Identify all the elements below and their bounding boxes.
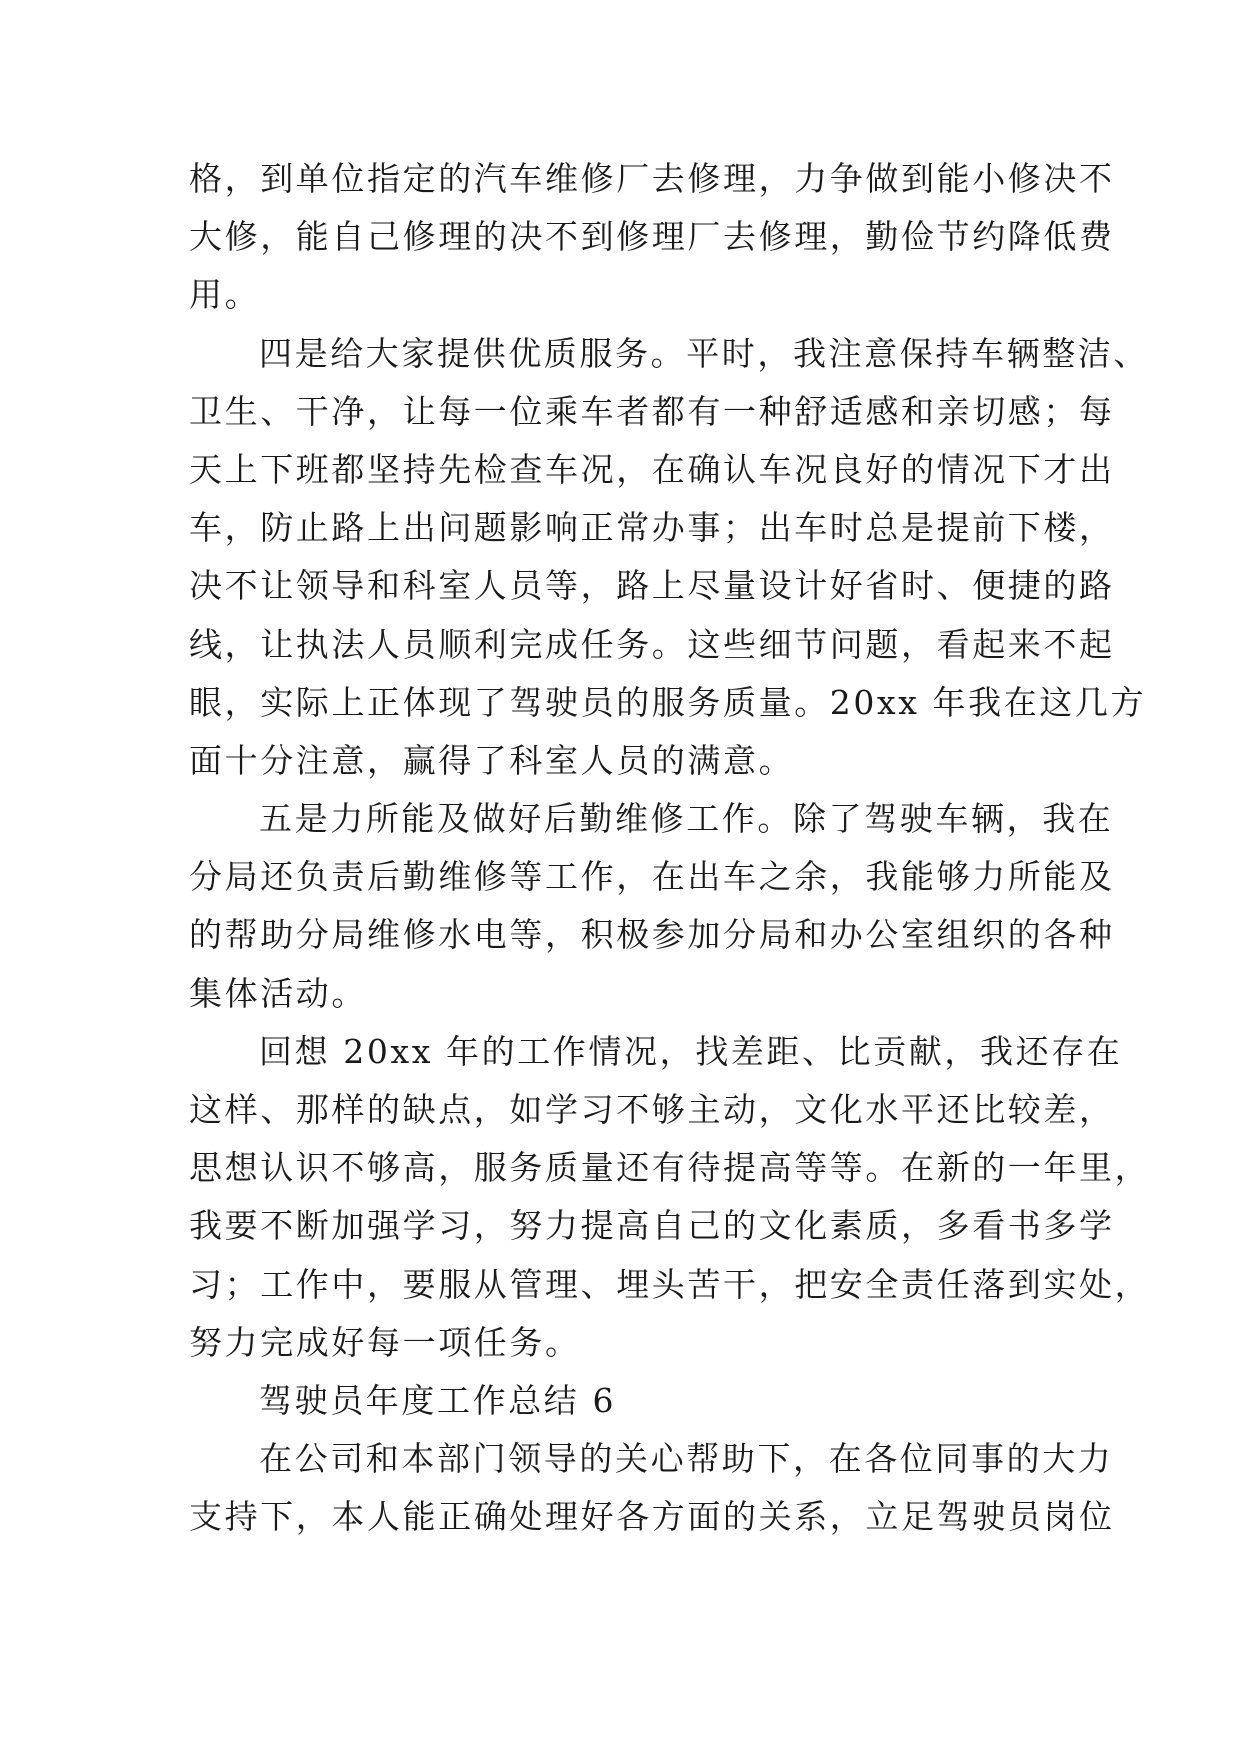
text-line: 眼，实际上正体现了驾驶员的服务质量。20xx 年我在这几方 [189, 682, 1147, 722]
paragraph-start-line: 在公司和本部门领导的关心帮助下，在各位同事的大力 [259, 1439, 1114, 1479]
text-line: 努力完成好每一项任务。 [189, 1322, 581, 1362]
text-line: 车，防止路上出问题影响正常办事；出车时总是提前下楼， [189, 508, 1115, 548]
paragraph-start-line: 回想 20xx 年的工作情况，找差距、比贡献，我还存在 [259, 1031, 1123, 1071]
text-line: 线，让执法人员顺利完成任务。这些细节问题，看起来不起 [189, 624, 1115, 664]
text-line: 格，到单位指定的汽车维修厂去修理，力争做到能小修决不 [189, 159, 1115, 198]
paragraph-start-line: 四是给大家提供优质服务。平时，我注意保持车辆整洁、 [259, 333, 1149, 373]
text-line: 卫生、干净，让每一位乘车者都有一种舒适感和亲切感；每 [189, 391, 1115, 431]
document-body [189, 150, 1151, 1547]
text-line: 面十分注意，赢得了科室人员的满意。 [189, 740, 795, 780]
section-heading: 驾驶员年度工作总结 6 [259, 1380, 617, 1420]
text-line: 大修，能自己修理的决不到修理厂去修理，勤俭节约降低费 [189, 217, 1115, 257]
paragraph-start-line: 五是力所能及做好后勤维修工作。除了驾驶车辆，我在 [259, 799, 1114, 839]
text-line: 支持下，本人能正确处理好各方面的关系，立足驾驶员岗位 [189, 1497, 1115, 1537]
text-line: 习；工作中，要服从管理、埋头苦干，把安全责任落到实处， [189, 1264, 1151, 1304]
text-line: 思想认识不够高，服务质量还有待提高等等。在新的一年里， [189, 1148, 1151, 1188]
text-line: 我要不断加强学习，努力提高自己的文化素质，多看书多学 [189, 1206, 1115, 1246]
text-line: 用。 [189, 275, 261, 315]
text-line: 天上下班都坚持先检查车况，在确认车况良好的情况下才出 [189, 449, 1115, 489]
text-line: 分局还负责后勤维修等工作，在出车之余，我能够力所能及 [189, 857, 1115, 897]
text-line: 决不让领导和科室人员等，路上尽量设计好省时、便捷的路 [189, 566, 1115, 606]
text-line: 这样、那样的缺点，如学习不够主动，文化水平还比较差， [189, 1090, 1115, 1129]
text-line: 集体活动。 [189, 973, 367, 1013]
text-line: 的帮助分局维修水电等，积极参加分局和办公室组织的各种 [189, 915, 1115, 955]
